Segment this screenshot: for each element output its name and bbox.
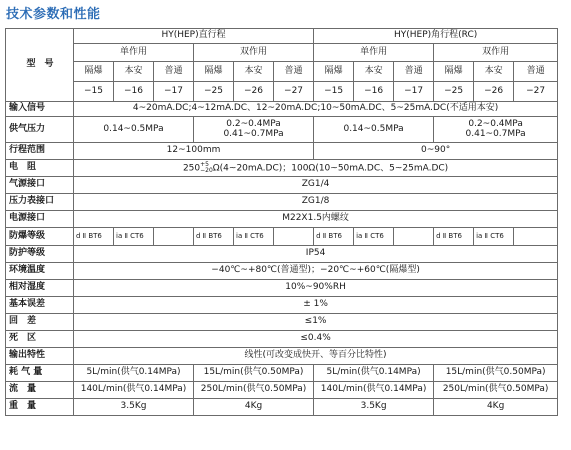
table-row (6, 194, 558, 211)
air-consumption-single: 5L/min(供气0.14MPa) (314, 365, 434, 382)
explosion-exd: d Ⅱ BT6 (194, 228, 234, 246)
type-cell: 隔爆 (194, 62, 234, 82)
type-cell: 本安 (354, 62, 394, 82)
supply-pressure-double (434, 117, 558, 143)
type-cell: 普通 (154, 62, 194, 82)
flow-single: 140L/min(供气0.14MPa) (314, 382, 434, 399)
table-row (6, 314, 558, 331)
double-acting-header: 双作用 (194, 44, 314, 62)
table-row (6, 117, 558, 143)
table-row-header-action (6, 44, 558, 62)
table-row (6, 280, 558, 297)
table-row (6, 143, 558, 160)
straight-stroke-header: HY(HEP)直行程 (74, 29, 314, 44)
weight-double: 4Kg (434, 399, 558, 416)
code-cell: −26 (234, 82, 274, 102)
flow-double: 250L/min(供气0.50MPa) (194, 382, 314, 399)
single-acting-header: 单作用 (314, 44, 434, 62)
weight-single: 3.5Kg (314, 399, 434, 416)
row-label: 输出特性 (6, 348, 74, 365)
gauge-port-value: ZG1/8 (74, 194, 558, 211)
resistance-base: 250 (182, 163, 201, 174)
single-acting-header: 单作用 (74, 44, 194, 62)
row-label: 死 区 (6, 331, 74, 348)
type-cell: 隔爆 (74, 62, 114, 82)
code-cell: −27 (274, 82, 314, 102)
flow-double: 250L/min(供气0.50MPa) (434, 382, 558, 399)
weight-double: 4Kg (194, 399, 314, 416)
row-label: 重 量 (6, 399, 74, 416)
page-title: 技术参数和性能 (6, 7, 101, 22)
row-label: 防护等级 (6, 246, 74, 263)
type-cell: 本安 (474, 62, 514, 82)
basic-error-value: ± 1% (74, 297, 558, 314)
row-label: 电 阻 (6, 160, 74, 177)
explosion-exia: ia Ⅱ CT6 (234, 228, 274, 246)
code-cell: −17 (154, 82, 194, 102)
explosion-exia: ia Ⅱ CT6 (114, 228, 154, 246)
table-row-header-code (6, 82, 558, 102)
row-label: 耗 气 量 (6, 365, 74, 382)
code-cell: −27 (514, 82, 558, 102)
supply-pressure-double-2: 0.41~0.7MPa (465, 128, 526, 139)
row-label: 气源接口 (6, 177, 74, 194)
type-cell: 本安 (234, 62, 274, 82)
code-cell: −16 (114, 82, 154, 102)
resistance-value (74, 160, 558, 177)
air-consumption-single: 5L/min(供气0.14MPa) (74, 365, 194, 382)
explosion-exd: d Ⅱ BT6 (434, 228, 474, 246)
resistance-tol-plus: +5 (200, 161, 209, 168)
table-row-header-model (6, 29, 558, 44)
row-label: 输入信号 (6, 102, 74, 117)
air-consumption-double: 15L/min(供气0.50MPa) (434, 365, 558, 382)
double-acting-header: 双作用 (434, 44, 558, 62)
supply-pressure-double-2: 0.41~0.7MPa (223, 128, 284, 139)
code-cell: −15 (314, 82, 354, 102)
explosion-exia: ia Ⅱ CT6 (354, 228, 394, 246)
type-cell: 本安 (114, 62, 154, 82)
supply-pressure-single: 0.14~0.5MPa (314, 117, 434, 143)
protection-value: IP54 (74, 246, 558, 263)
spec-table (5, 28, 558, 416)
ambient-temp-value: −40℃~+80℃(普通型)；−20℃~+60℃(隔爆型) (74, 263, 558, 280)
flow-single: 140L/min(供气0.14MPa) (74, 382, 194, 399)
table-row-header-type (6, 62, 558, 82)
angular-stroke-header: HY(HEP)角行程(RC) (314, 29, 558, 44)
supply-pressure-double (194, 117, 314, 143)
table-row (6, 399, 558, 416)
row-label: 相对湿度 (6, 280, 74, 297)
table-row (6, 382, 558, 399)
empty-cell (394, 228, 434, 246)
explosion-exd: d Ⅱ BT6 (74, 228, 114, 246)
type-cell: 隔爆 (434, 62, 474, 82)
table-row (6, 246, 558, 263)
type-cell: 普通 (274, 62, 314, 82)
row-label: 环境温度 (6, 263, 74, 280)
row-label: 电源接口 (6, 211, 74, 228)
resistance-rest: Ω(4~20mA.DC)；100Ω(10~50mA.DC、5~25mA.DC) (212, 163, 449, 174)
table-row (6, 297, 558, 314)
input-signal-value: 4~20mA.DC;4~12mA.DC、12~20mA.DC;10~50mA.DC、5~25mA.DC(不适用本安) (74, 102, 558, 117)
explosion-exd: d Ⅱ BT6 (314, 228, 354, 246)
air-port-value: ZG1/4 (74, 177, 558, 194)
code-cell: −17 (394, 82, 434, 102)
hysteresis-value: ≤1% (74, 314, 558, 331)
air-consumption-double: 15L/min(供气0.50MPa) (194, 365, 314, 382)
dead-band-value: ≤0.4% (74, 331, 558, 348)
supply-pressure-single: 0.14~0.5MPa (74, 117, 194, 143)
table-row (6, 211, 558, 228)
row-label: 流 量 (6, 382, 74, 399)
model-label: 型 号 (6, 29, 74, 102)
row-label: 回 差 (6, 314, 74, 331)
table-row (6, 263, 558, 280)
table-row (6, 331, 558, 348)
electric-port-value: M22X1.5内螺纹 (74, 211, 558, 228)
stroke-straight: 12~100mm (74, 143, 314, 160)
row-label: 防爆等级 (6, 228, 74, 246)
humidity-value: 10%~90%RH (74, 280, 558, 297)
resistance-tol-minus: −20 (200, 167, 213, 174)
code-cell: −15 (74, 82, 114, 102)
row-label: 压力表接口 (6, 194, 74, 211)
table-row (6, 365, 558, 382)
explosion-exia: ia Ⅱ CT6 (474, 228, 514, 246)
stroke-angular: 0~90° (314, 143, 558, 160)
empty-cell (154, 228, 194, 246)
table-row (6, 102, 558, 117)
row-label: 行程范围 (6, 143, 74, 160)
weight-single: 3.5Kg (74, 399, 194, 416)
table-row (6, 160, 558, 177)
table-row (6, 348, 558, 365)
row-label: 供气压力 (6, 117, 74, 143)
type-cell: 普通 (394, 62, 434, 82)
table-row (6, 228, 558, 246)
code-cell: −25 (434, 82, 474, 102)
type-cell: 隔爆 (314, 62, 354, 82)
type-cell: 普通 (514, 62, 558, 82)
output-value: 线性(可改变成快开、等百分比特性) (74, 348, 558, 365)
row-label: 基本误差 (6, 297, 74, 314)
empty-cell (514, 228, 558, 246)
empty-cell (274, 228, 314, 246)
supply-pressure-double-1: 0.2~0.4MPa (468, 119, 523, 130)
code-cell: −26 (474, 82, 514, 102)
supply-pressure-double-1: 0.2~0.4MPa (226, 119, 281, 130)
table-row (6, 177, 558, 194)
code-cell: −25 (194, 82, 234, 102)
code-cell: −16 (354, 82, 394, 102)
